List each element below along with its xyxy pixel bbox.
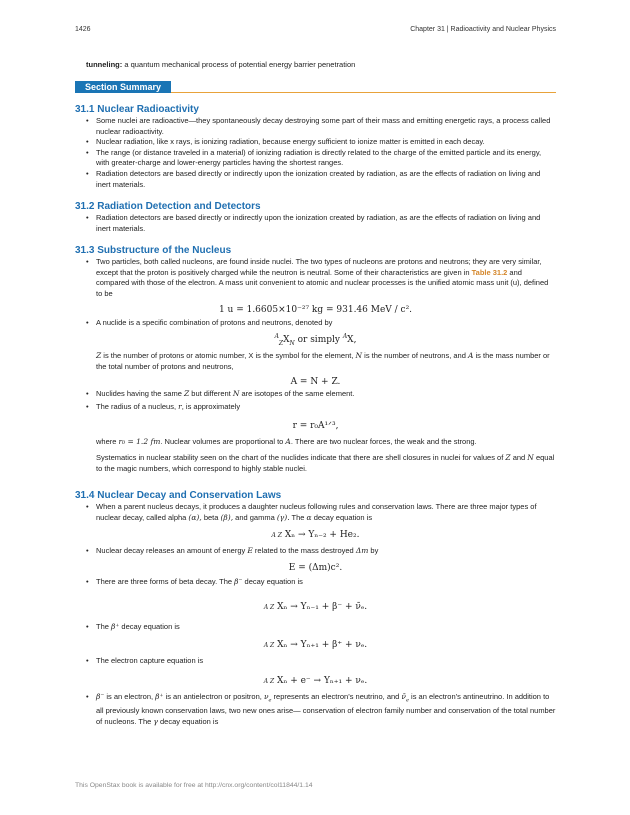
glossary-term: tunneling:: [86, 60, 123, 69]
list-item: • A nuclide is a specific combination of protons and neutrons, denoted by: [86, 318, 556, 329]
list-31-2: [86, 213, 556, 234]
list-item: • Two particles, both called nucleons, are found inside nuclei. The two types of nucleons are protons and neutrons; they are very similar, except that the proton is positively charged while the neutron is neutral. Some of their characteristics are given in Table 31.2 and compared with those of the electron. A mass unit convenient to atomic and nuclear processes is the unified atomic mass unit (u), defined to be: [86, 257, 556, 299]
equation-beta-plus: A Z Xₙ → Yₙ₊₁ + β⁺ + νₑ.: [263, 640, 368, 650]
list-item: • Nuclear decay releases an amount of energy E related to the mass destroyed Δm by: [86, 546, 556, 557]
list-item: • Nuclear radiation, like x rays, is ionizing radiation, because energy sufficient to ionize matter is emitted in each decay.: [86, 137, 556, 148]
list-31-4-a: [86, 502, 556, 523]
heading-31-4: 31.4 Nuclear Decay and Conservation Laws: [75, 490, 282, 501]
equation-energy: E = (Δm)c².: [288, 563, 343, 573]
equation-nuclear-radius: r = r₀A¹ᐟ³,: [292, 421, 339, 431]
equation-mass-number: A = N + Z.: [290, 377, 341, 387]
systematics-paragraph: Systematics in nuclear stability seen on the chart of the nuclides indicate that there are shell closures in nuclei for values of Z and N equal to the magic numbers, which correspond to highly stable nuclei.: [96, 453, 555, 473]
equation-beta-minus: A Z Xₙ → Yₙ₋₁ + β⁻ + ν̄ₑ.: [263, 602, 368, 612]
section-summary-title: Section Summary: [75, 81, 171, 93]
list-31-4-f: [86, 692, 556, 727]
section-summary-bar: [75, 81, 556, 93]
list-31-3-c: [86, 389, 556, 412]
heading-31-2: 31.2 Radiation Detection and Detectors: [75, 201, 261, 212]
table-31-2-link[interactable]: Table 31.2: [471, 267, 508, 277]
footer-note: This OpenStax book is available for free at http://cnx.org/content/col11844/1.14: [75, 782, 313, 789]
list-31-4-c: [86, 577, 556, 588]
list-31-4-b: [86, 546, 556, 557]
equation-electron-capture: A Z Xₙ + e⁻ → Yₙ₊₁ + νₑ.: [263, 676, 368, 686]
page-number: 1426: [75, 26, 91, 33]
list-item: • The β⁺ decay equation is: [86, 622, 556, 633]
where-r0: where r₀ = 1.2 fm. Nuclear volumes are proportional to A. There are two nuclear forces, the weak and the strong.: [96, 437, 477, 446]
glossary-definition: a quantum mechanical process of potential energy barrier penetration: [122, 60, 356, 69]
list-item: • The range (or distance traveled in a material) of ionizing radiation is directly related to the charge of the emitted particle and its energy, with greater-charge and lower-energy particles having the shortest ranges.: [86, 148, 556, 169]
equation-atomic-mass-unit: 1 u = 1.6605×10⁻²⁷ kg = 931.46 MeV / c².: [218, 305, 413, 315]
list-item: • Some nuclei are radioactive—they spontaneously decay destroying some part of their mass and emitting energetic rays, a process called nuclear radioactivity.: [86, 116, 556, 137]
list-item: • Radiation detectors are based directly or indirectly upon the ionization created by radiation, as are the effects of radiation on living and inert materials.: [86, 213, 556, 234]
list-31-1: [86, 116, 556, 190]
equation-nuclide: $^A_ZX_N$ or simply $^A$X,: [274, 333, 357, 347]
list-item: • There are three forms of beta decay. The β⁻ decay equation is: [86, 577, 556, 588]
equation-alpha-decay: A Z Xₙ → Yₙ₋₂ + He₂.: [271, 530, 360, 540]
list-item: • Nuclides having the same Z but different N are isotopes of the same element.: [86, 389, 556, 400]
glossary-entry: [86, 60, 556, 71]
list-31-4-e: [86, 656, 556, 667]
list-31-3-b: [86, 318, 556, 329]
list-31-4-d: [86, 622, 556, 633]
heading-31-1: 31.1 Nuclear Radioactivity: [75, 104, 199, 115]
list-item: • The radius of a nucleus, r, is approximately: [86, 402, 556, 413]
list-item: • Radiation detectors are based directly or indirectly upon the ionization created by radiation, as are the effects of radiation on living and inert materials.: [86, 169, 556, 190]
list-31-3-a: [86, 257, 556, 299]
list-item: • The electron capture equation is: [86, 656, 556, 667]
heading-31-3: 31.3 Substructure of the Nucleus: [75, 245, 232, 256]
nuclide-explanation: Z is the number of protons or atomic number, X is the symbol for the element, N is the number of neutrons, and A is the mass number or the total number of protons and neutrons,: [96, 351, 550, 371]
list-item: • β⁻ is an electron, β⁺ is an antielectron or positron, $\nu_e$ represents an electron’s neutrino, and $\nū_e$ is an electron’s antineutrino. In addition to all previously known conservation laws, two new ones arise— conservation of electron family number and conservation of the total number of nucleons. The γ decay equation is: [86, 692, 556, 727]
list-item: • When a parent nucleus decays, it produces a daughter nucleus following rules and conservation laws. There are three major types of nuclear decay, called alpha (α), beta (β), and gamma (γ). The α decay equation is: [86, 502, 556, 523]
chapter-title: Chapter 31 | Radioactivity and Nuclear Physics: [410, 26, 556, 33]
